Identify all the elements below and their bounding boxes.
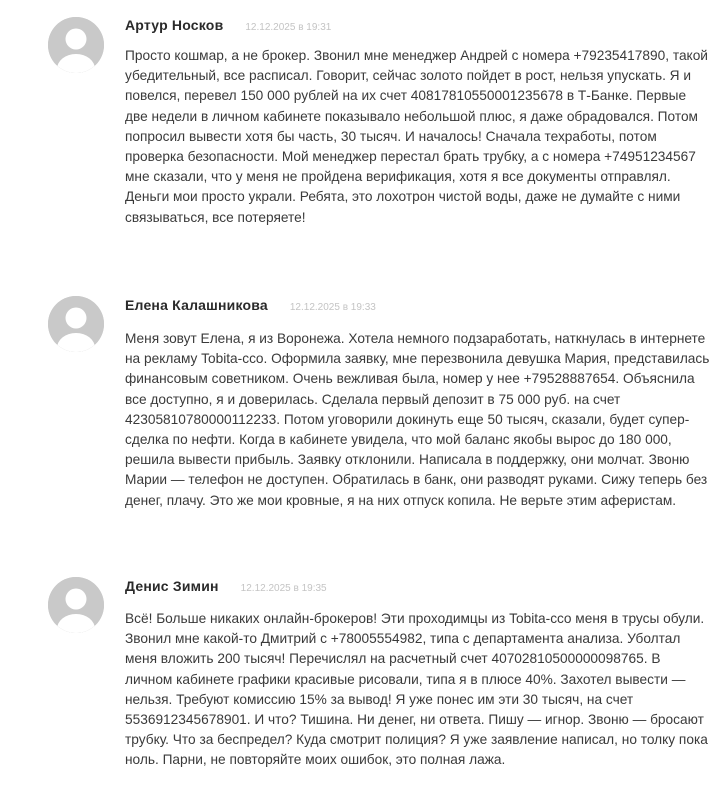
user-placeholder-icon xyxy=(48,577,104,633)
comment-meta xyxy=(125,297,376,317)
comment-text: Просто кошмар, а не брокер. Звонил мне менеджер Андрей с номера +79235417890, такой убедительный, все расписал. Говорит, сейчас золото пойдет в рост, нельзя упускать. Я и повелся, перевел 150 000 рублей на их счет 40817810550001235678 в Т-Банке. Первые две недели в личном кабинете показывало небольшой плюс, я даже обрадовался. Потом попросил вывести хотя бы часть, 30 тысяч. И началось! Сначала техработы, потом проверка безопасности. Мой менеджер перестал брать трубку, а с номера +74951234567 мне сказали, что у меня не пройдена верификация, хотя я все документы отправлял. Деньги мои просто украли. Ребята, это лохотрон чистой воды, даже не думайте с ними связываться, все потеряете! xyxy=(125,48,708,225)
comment-date: 12.12.2025 в 19:35 xyxy=(240,583,327,594)
comment-author: Денис Зимин xyxy=(125,578,219,594)
comment-date: 12.12.2025 в 19:33 xyxy=(289,302,376,313)
comment-text: Всё! Больше никаких онлайн-брокеров! Эти проходимцы из Tobita-cco меня в трусы обули. Звонил мне какой-то Дмитрий с +78005554982, типа с департамента анализа. Уболтал меня вложить 200 тысяч! Перечислял на расчетный счет 40702810500000098765. В личном кабинете графики красивые рисовали, типа я в плюсе 40%. Захотел вывести — нельзя. Требуют комиссию 15% за вывод! Я уже понес им эти 30 тысяч, на счет 553691234567890​1. И что? Тишина. Ни денег, ни ответа. Пишу — игнор. Звоню — бросают трубку. Что за беспредел? Куда смотрит полиция? Я уже заявление написал, но толку пока ноль. Парни, не повторяйте моих ошибок, это полная лажа. xyxy=(125,611,708,768)
user-placeholder-icon xyxy=(48,296,104,352)
avatar xyxy=(48,296,104,352)
comment-author: Елена Калашникова xyxy=(125,297,268,313)
comment-meta xyxy=(125,578,327,598)
comment-date: 12.12.2025 в 19:31 xyxy=(245,22,332,33)
user-placeholder-icon xyxy=(48,17,104,73)
comment-text: Меня зовут Елена, я из Воронежа. Хотела немного подзаработать, наткнулась в интернете на рекламу Tobita-cco. Оформила заявку, мне перезвонила девушка Мария, представилась финансовым советником. Очень вежливая была, номер у нее +79528887654. Объяснила все доступно, я и доверилась. Сделала первый депозит в 75 000 руб. на счет 42305810780000112233. Потом уговорили докинуть еще 50 тысяч, сказали, будет супер-сделка по нефти. Когда в кабинете увидела, что мой баланс якобы вырос до 180 000, решила вывести прибыль. Заявку отклонили. Написала в поддержку, они молчат. Звоню Марии — телефон не доступен. Обратилась в банк, они разводят руками. Сижу теперь без денег, плачу. Это же мои кровные, я на них отпуск копила. Не верьте этим аферистам. xyxy=(125,331,710,508)
avatar xyxy=(48,17,104,73)
avatar xyxy=(48,577,104,633)
comment-author: Артур Носков xyxy=(125,17,224,33)
comment-meta xyxy=(125,17,331,37)
